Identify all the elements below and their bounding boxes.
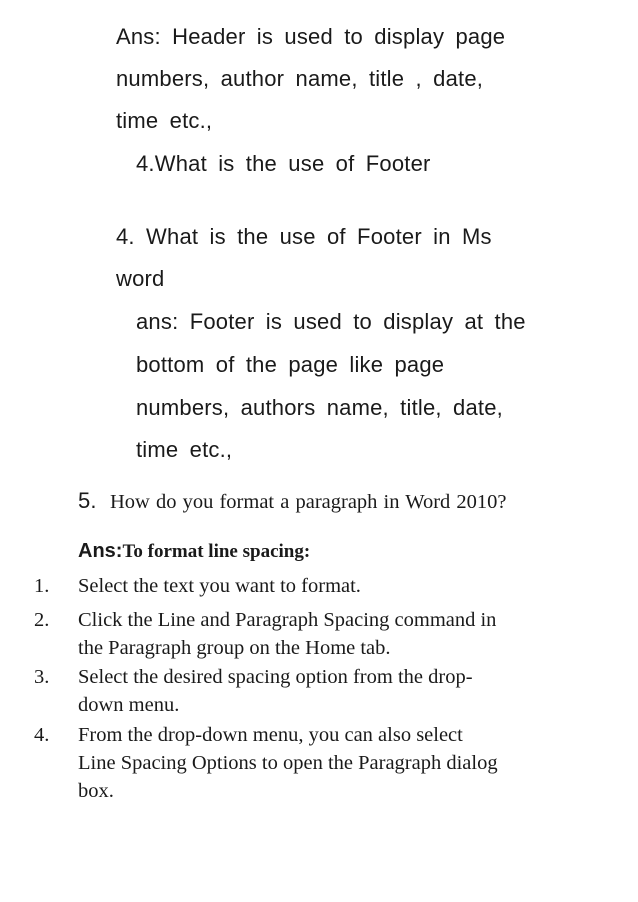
question-5-text: How do you format a paragraph in Word 2010?	[110, 491, 507, 513]
footer-answer-line-3: numbers, authors name, title, date,	[136, 395, 503, 420]
header-answer-line-3: time etc.,	[116, 108, 213, 133]
step-3-line-2: down menu.	[78, 694, 180, 716]
header-answer-line-2: numbers, author name, title , date,	[116, 66, 484, 91]
step-3-line-1: Select the desired spacing option from the drop-	[78, 666, 473, 688]
step-4-number: 4.	[34, 724, 50, 746]
step-2-line-2: the Paragraph group on the Home tab.	[78, 637, 391, 659]
step-1-number: 1.	[34, 575, 50, 597]
question-5-number: 5.	[78, 488, 97, 513]
answer-5-title: To format line spacing:	[122, 541, 311, 562]
question-4-line-2: word	[116, 266, 165, 291]
answer-5-prefix: Ans:	[78, 540, 123, 562]
question-4-short-heading: 4.What is the use of Footer	[136, 151, 431, 176]
step-2-number: 2.	[34, 609, 50, 631]
footer-answer-line-2: bottom of the page like page	[136, 352, 445, 377]
step-1-line-1: Select the text you want to format.	[78, 575, 361, 597]
step-4-line-2: Line Spacing Options to open the Paragraph dialog	[78, 752, 498, 774]
footer-answer-line-4: time etc.,	[136, 437, 233, 462]
header-answer-line-1: Ans: Header is used to display page	[116, 24, 506, 49]
step-2-line-1: Click the Line and Paragraph Spacing command in	[78, 609, 497, 631]
step-4-line-3: box.	[78, 780, 114, 802]
answer-5-heading	[78, 540, 310, 563]
step-4-line-1: From the drop-down menu, you can also select	[78, 724, 463, 746]
footer-answer-line-1: ans: Footer is used to display at the	[136, 309, 526, 334]
step-3-number: 3.	[34, 666, 50, 688]
question-4-line-1: 4. What is the use of Footer in Ms	[116, 224, 492, 249]
